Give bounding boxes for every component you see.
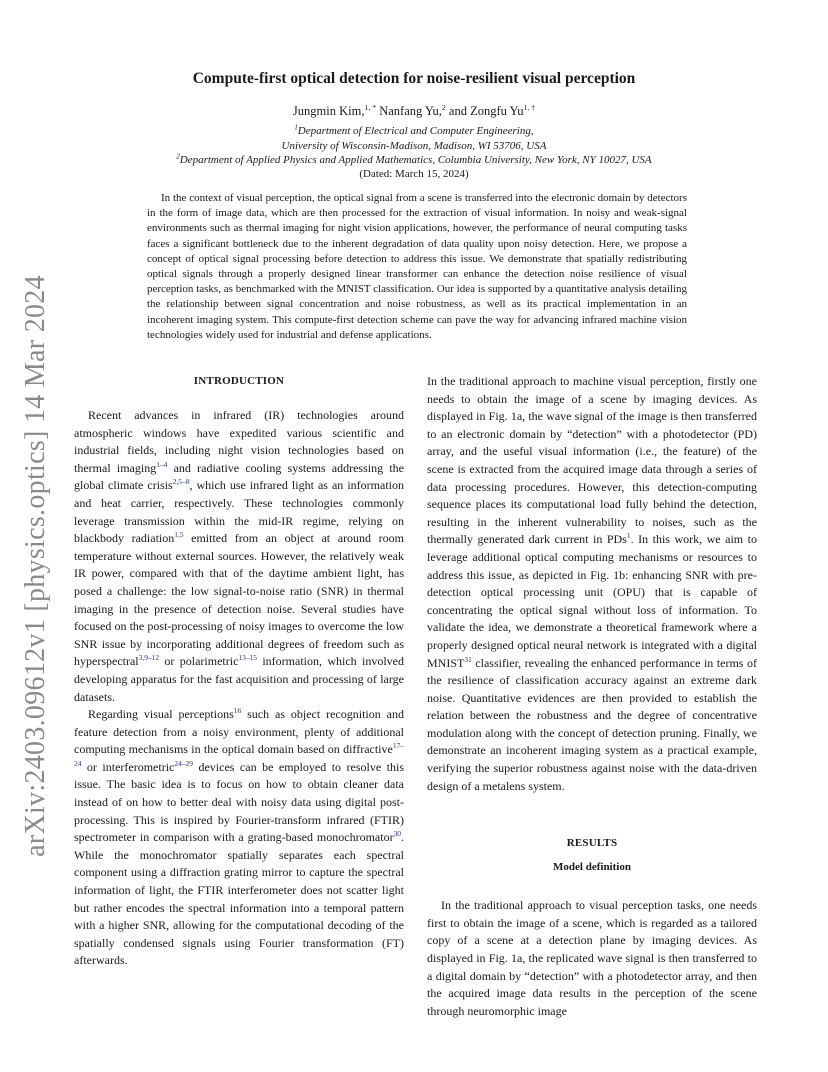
citation-marker[interactable]: 3,9–12 bbox=[138, 653, 160, 663]
citation-marker[interactable]: 2,5–8 bbox=[172, 477, 190, 487]
author-affiliation-mark: 1, * bbox=[364, 102, 377, 112]
left-column bbox=[74, 373, 404, 970]
paper-title: Compute-first optical detection for noise-resilient visual perception bbox=[192, 70, 636, 87]
citation-marker[interactable]: 13–15 bbox=[238, 653, 257, 663]
affiliation-text: Department of Applied Physics and Applied Mathematics, Columbia University, New York, NY 10027, USA bbox=[179, 154, 652, 166]
author-affiliation-mark: 2 bbox=[441, 102, 446, 112]
affiliation-text: Department of Electrical and Computer Engineering, bbox=[297, 125, 534, 137]
affiliation-mark: 2 bbox=[176, 153, 180, 161]
author-name: Jungmin Kim, bbox=[292, 104, 365, 118]
results-paragraph-1: In the traditional approach to visual perception tasks, one needs first to obtain the image of a scene, which is regarded as a tailored copy of a scene at a detection plane by imaging devices. As displayed in Fig. 1a, the replicated wave signal is then transferred to a digital domain by “detection” with a photodetector array, and then the acquired image data results in the perception of the scene through neuromorphic image bbox=[427, 898, 757, 1018]
author-name: Nanfang Yu, bbox=[376, 104, 442, 118]
citation-marker[interactable]: 31 bbox=[464, 654, 472, 664]
intro-paragraph-3-continued: In the traditional approach to machine visual perception, firstly one needs to obtain the image of a scene by imaging devices. As displayed in Fig. 1a, the wave signal of the image is then transferred to an electronic domain by “detection” with a photodetector (PD) array, and the useful visual information (i.e., the feature) of the scene is extracted from the acquired image data through a series of data processing procedures. However, this detection-computing sequence places its computational load fully behind the detection, resulting in the inherent vulnerability to noises, such as the thermally generated dark current in PDs$^1$. In this work, we aim to leverage additional optical computing mechanisms or resources to address this issue, as depicted in Fig. 1b: enhancing SNR with pre-detection optical processing unit (OPU) that is capable of concentrating the optical signal without loss of information. To validate the idea, we demonstrate a theoretical framework where a properly designed optical neural network is integrated with a digital MNIST$^{31}$ classifier, revealing the enhanced performance in terms of the resilience of classification accuracy against an extreme dark noise. Quantitative evidences are then provided to establish the relation between the robustness and the degree of concentrative modulation along with the concept of detection pruning. Finally, we demonstrate an incoherent imaging system as a practical example, verifying the superior robustness against noise with the data-driven design of a metalens system. bbox=[427, 374, 757, 793]
section-heading-introduction: INTRODUCTION bbox=[193, 375, 285, 387]
author-list bbox=[0, 104, 828, 119]
citation-marker[interactable]: 30 bbox=[393, 829, 401, 839]
affiliation-1-address: University of Wisconsin-Madison, Madison, WI 53706, USA bbox=[281, 140, 547, 152]
author-name: and Zongfu Yu bbox=[445, 104, 524, 118]
abstract: In the context of visual perception, the optical signal from a scene is transferred into the electronic domain by detectors in the form of image data, which are then processed for the extraction of visual information. In noisy and weak-signal environments such as thermal imaging for night vision applications, however, the performance of neural computing tasks faces a significant bottleneck due to the inherent degradation of data quality upon noisy detection. Here, we propose a concept of optical signal processing before detection to address this issue. We demonstrate that spatially redistributing optical signals through a properly designed linear transformer can enhance the detection noise resilience of visual perception tasks, as benchmarked with the MNIST classification. Our idea is supported by a quantitative analysis detailing the relationship between signal concentration and noise robustness, as well as its practical implementation in an incoherent imaging system. This compute-first detection scheme can pave the way for advancing infrared machine vision technologies widely used for industrial and defense applications. bbox=[147, 192, 687, 341]
subsection-heading-model-definition: Model definition bbox=[553, 861, 631, 874]
affiliation-mark: 1 bbox=[294, 124, 298, 132]
affiliation-2 bbox=[0, 154, 828, 166]
date-line: (Dated: March 15, 2024) bbox=[359, 168, 469, 180]
citation-marker[interactable]: 24–29 bbox=[174, 758, 193, 768]
citation-marker[interactable]: 1,5 bbox=[174, 530, 184, 540]
affiliation-1 bbox=[0, 125, 828, 137]
intro-paragraph-2: Regarding visual perceptions$^{16}$ such as object recognition and feature detection from a noisy environment, plenty of additional computing mechanisms in the optical domain based on diffractive$^{17-24}$ or interferometric$^{24-29}$ devices can be employed to resolve this issue. The basic idea is to focus on how to obtain cleaner data instead of on how to better deal with noisy data using digital post-processing. This is inspired by Fourier-transform infrared (FTIR) spectrometer in comparison with a grating-based monochromator$^{30}$. While the monochromator spatially separates each spectral component using a diffraction grating mirror to capture the spectral information of light, the FTIR interferometer does not scatter light but rather encodes the spectral information into a temporal pattern with a higher SNR, allowing for the computational decoding of the spatially condensed signals using Fourier transformation (FT) afterwards. bbox=[74, 706, 404, 968]
citation-marker[interactable]: 17–24 bbox=[74, 741, 404, 768]
right-column bbox=[427, 373, 757, 1020]
author-affiliation-mark: 1, † bbox=[523, 102, 536, 112]
citation-marker[interactable]: 1–4 bbox=[156, 459, 168, 469]
citation-marker[interactable]: 16 bbox=[233, 706, 242, 716]
arxiv-identifier-text: arXiv:2403.09612v1 [physics.optics] 14 Mar 2024 bbox=[20, 275, 51, 857]
section-heading-results: RESULTS bbox=[566, 837, 618, 850]
intro-paragraph-1: Recent advances in infrared (IR) technologies around atmospheric windows have expedited various scientific and industrial fields, including night vision technologies based on thermal imaging$^{1-4}$ and radiative cooling systems addressing the global climate crisis$^{2,5-8}$, which use infrared light as an information and heat carrier, respectively. These technologies commonly leverage transmission within the mid-IR regime, relying on blackbody radiation$^{1,5}$ emitted from an object at around room temperature without external sources. However, the relatively weak IR power, compared with that of the daytime ambient light, has posed a challenge: the low signal-to-noise ratio (SNR) in thermal imaging in the presence of detection noise. Several studies have focused on the post-processing of noisy images to overcome the low SNR issue by incorporating additional degrees of freedom such as hyperspectral$^{3,9-12}$ or polarimetric$^{13-15}$ information, which involved developing apparatus for the fast acquisition and processing of large datasets. bbox=[74, 408, 404, 704]
arxiv-identifier bbox=[6, 246, 66, 886]
citation-marker[interactable]: 1 bbox=[626, 531, 631, 541]
